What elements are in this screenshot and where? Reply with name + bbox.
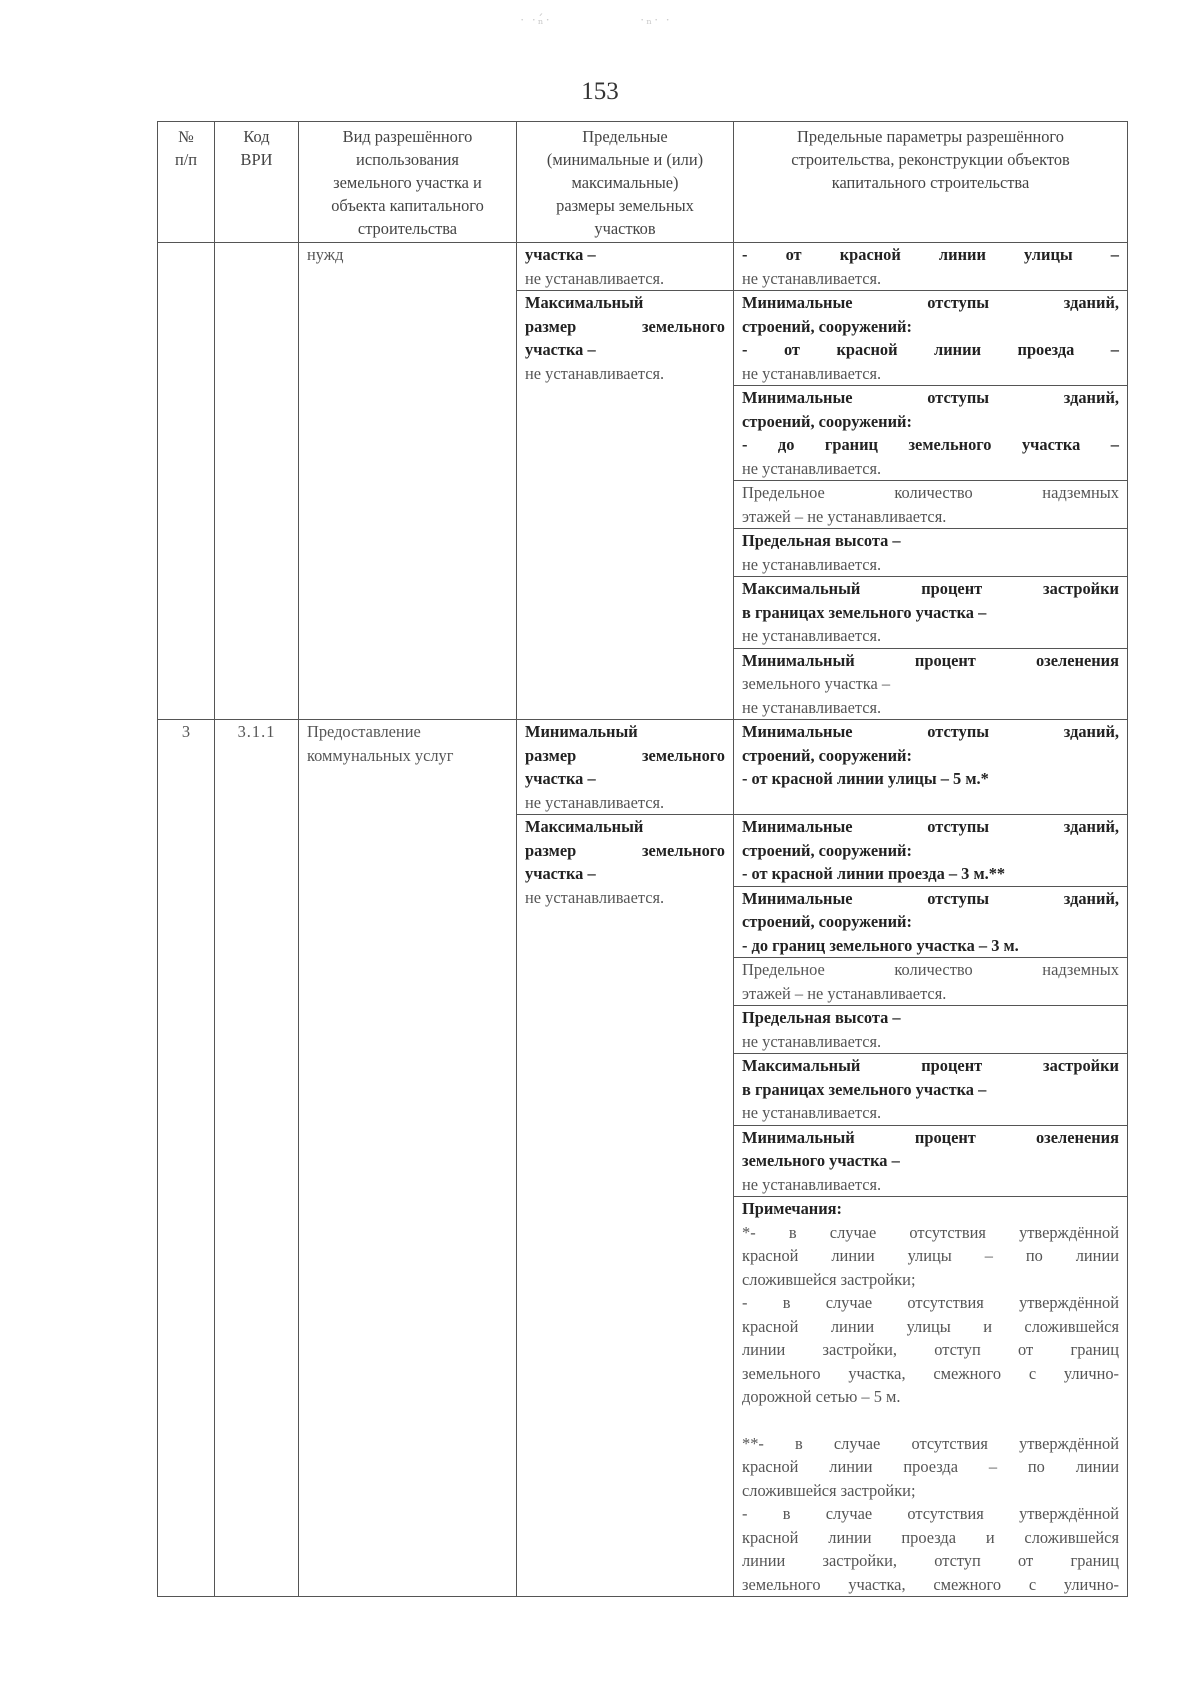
note-line: земельного участка, смежного с улично-: [742, 1574, 1119, 1594]
note-line: сложившейся застройки;: [742, 1269, 916, 1289]
note-line: линии застройки, отступ от границ: [742, 1551, 1119, 1570]
table-row: [158, 243, 1128, 291]
cell-size-min: участка – не устанавливается.: [517, 243, 734, 291]
cell-size-max: Максимальный размер земельного участка – не устанавливается.: [517, 815, 734, 1597]
notes-cell: [734, 1197, 1128, 1597]
note-line: сложившейся застройки;: [742, 1480, 916, 1500]
cell-param: Минимальный процент озеленения земельного участка – не устанавливается.: [734, 648, 1128, 720]
cell-param: Предельное количество надземных этажей – не устанавливается.: [734, 481, 1128, 529]
cell-code: 3.1.1: [215, 720, 299, 1597]
page-number: 153: [581, 78, 619, 105]
note-line: - в случае отсутствия утверждённой: [742, 1504, 1119, 1523]
header-params: Предельные параметры разрешённого строительства, реконструкции объектов капитального строительства: [734, 122, 1128, 243]
cell-param: - от красной линии улицы – не устанавливается.: [734, 243, 1128, 291]
cell-param: Минимальные отступы зданий, строений, сооружений: - до границ земельного участка – 3 м.: [734, 886, 1128, 958]
cell-param: Предельная высота – не устанавливается.: [734, 529, 1128, 577]
note-line: красной линии улицы и сложившейся: [742, 1316, 1119, 1336]
cell-param: Минимальные отступы зданий, строений, сооружений: - до границ земельного участка – не устанавливается.: [734, 386, 1128, 481]
note-line: - в случае отсутствия утверждённой: [742, 1293, 1119, 1312]
note-line: красной линии проезда и сложившейся: [742, 1527, 1119, 1547]
cell-param: Минимальные отступы зданий, строений, сооружений: - от красной линии проезда – не устанавливается.: [734, 291, 1128, 386]
cell-param: Минимальный процент озеленения земельного участка – не устанавливается.: [734, 1125, 1128, 1197]
cell-kind: Предоставление коммунальных услуг: [299, 720, 517, 1597]
header-code: Код ВРИ: [215, 122, 299, 243]
regulations-table: [157, 121, 1128, 1597]
header-size: Предельные (минимальные и (или) максимальные) размеры земельных участков: [517, 122, 734, 243]
scan-artifact: · ·ₙ́·: [520, 12, 552, 27]
note-line: линии застройки, отступ от границ: [742, 1340, 1119, 1359]
cell-param: Предельное количество надземных этажей – не устанавливается.: [734, 958, 1128, 1006]
scan-artifact: ·ₙ· ·: [640, 12, 672, 27]
cell-num: 3: [158, 720, 215, 1597]
note-line: красной линии проезда – по линии: [742, 1457, 1119, 1476]
cell-param: Предельная высота – не устанавливается.: [734, 1006, 1128, 1054]
note-line: дорожной сетью – 5 м.: [742, 1387, 901, 1406]
header-kind: Вид разрешённого использования земельного участка и объекта капитального строительства: [299, 122, 517, 243]
note-line: **- в случае отсутствия утверждённой: [742, 1433, 1119, 1453]
cell-size-min: Минимальный размер земельного участка – не устанавливается.: [517, 720, 734, 815]
cell-param: Максимальный процент застройки в границах земельного участка – не устанавливается.: [734, 1054, 1128, 1126]
cell-param: Минимальные отступы зданий, строений, сооружений: - от красной линии улицы – 5 м.*: [734, 720, 1128, 815]
note-line: красной линии улицы – по линии: [742, 1246, 1119, 1265]
cell-code: [215, 243, 299, 720]
table-header-row: [158, 122, 1128, 243]
table-row: [158, 720, 1128, 815]
cell-kind: нужд: [299, 243, 517, 720]
note-spacer: [742, 1409, 1119, 1432]
cell-size-max: Максимальный размер земельного участка – не устанавливается.: [517, 291, 734, 720]
cell-num: [158, 243, 215, 720]
cell-param: Максимальный процент застройки в границах земельного участка – не устанавливается.: [734, 577, 1128, 649]
header-num: № п/п: [158, 122, 215, 243]
notes-title: Примечания:: [742, 1199, 842, 1218]
cell-param: Минимальные отступы зданий, строений, сооружений: - от красной линии проезда – 3 м.**: [734, 815, 1128, 887]
note-line: земельного участка, смежного с улично-: [742, 1363, 1119, 1383]
note-line: *- в случае отсутствия утверждённой: [742, 1222, 1119, 1242]
